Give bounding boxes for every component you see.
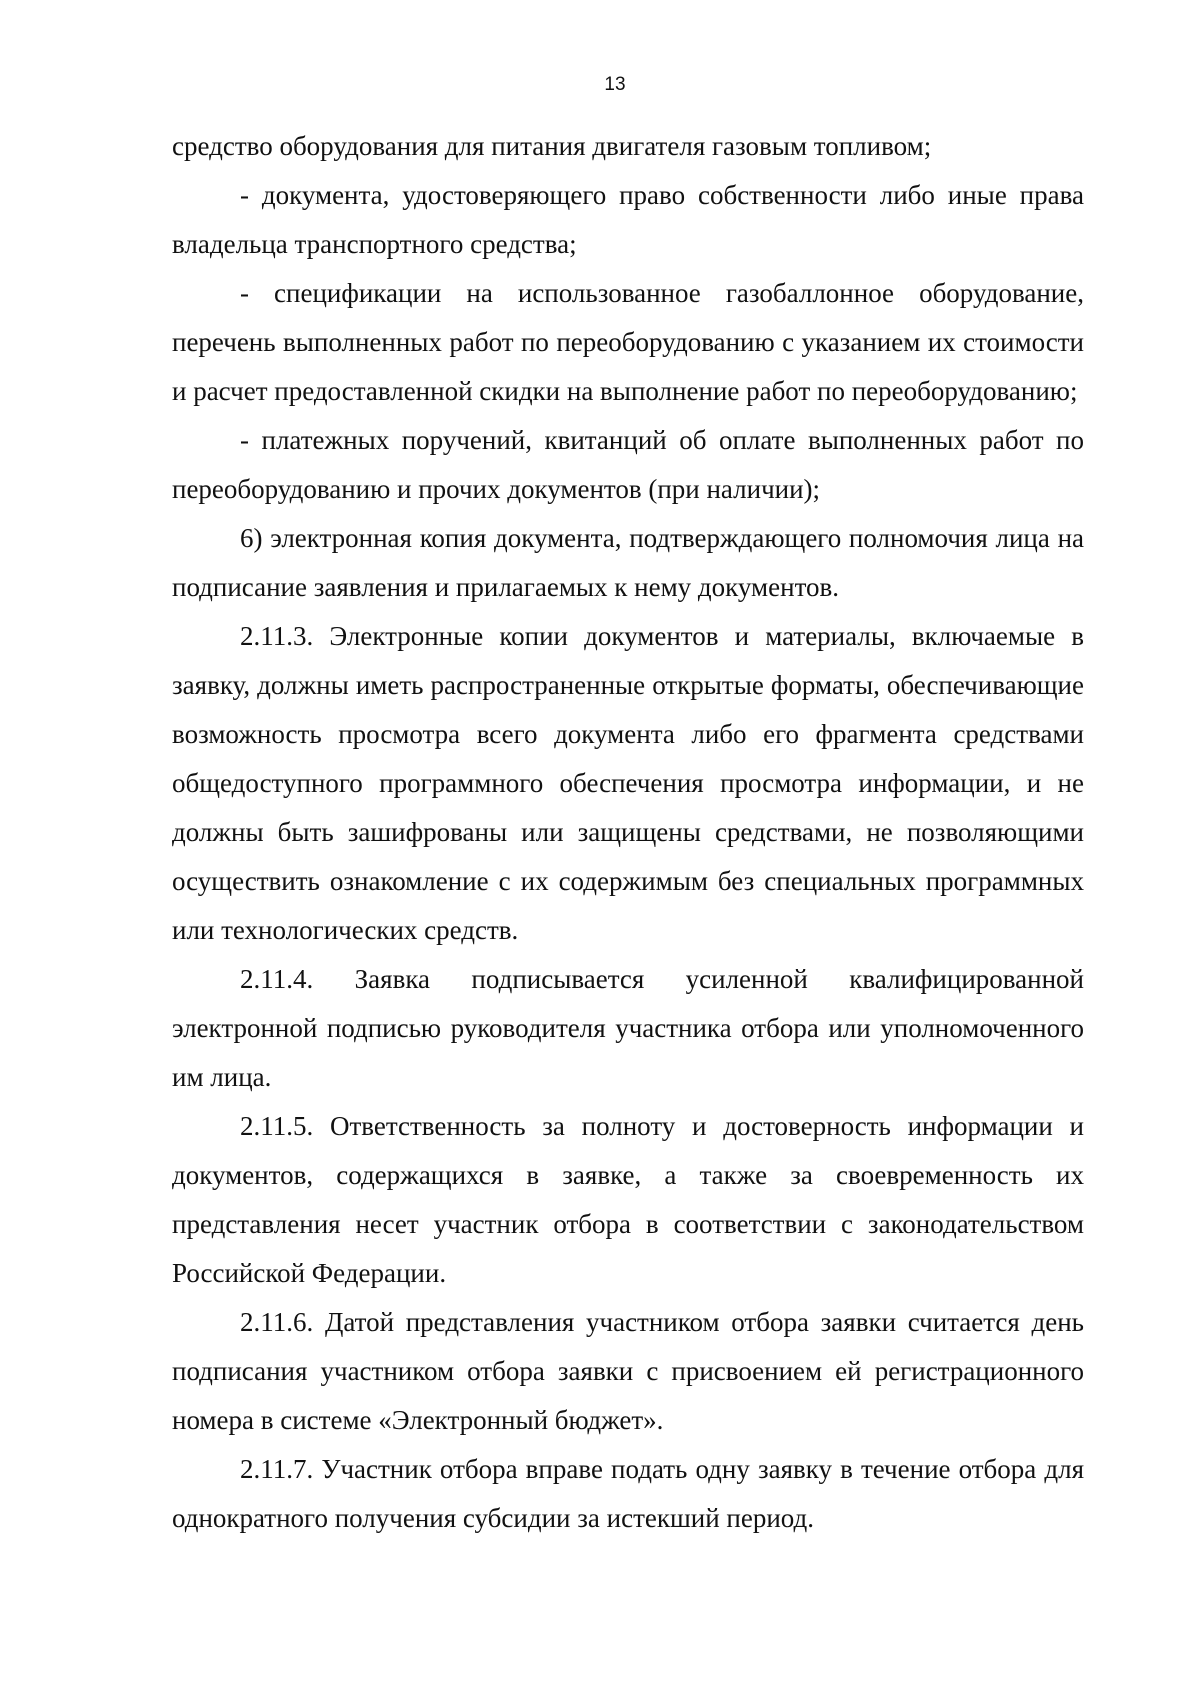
paragraph-item-6-authority: 6) электронная копия документа, подтверждающего полномочия лица на подписание заявления и прилагаемых к нему документов. <box>172 523 1084 602</box>
paragraph-2-11-3: 2.11.3. Электронные копии документов и материалы, включаемые в заявку, должны иметь распространенные открытые форматы, обеспечивающие возможность просмотра всего документа либо его фрагмента средствами общедоступного программного обеспечения просмотра информации, и не должны быть зашифрованы или защищены средствами, не позволяющими осуществить ознакомление с их содержимым без специальных программных или технологических средств. <box>172 621 1084 945</box>
paragraph-2-11-7: 2.11.7. Участник отбора вправе подать одну заявку в течение отбора для однократного получения субсидии за истекший период. <box>172 1454 1084 1533</box>
document-body <box>172 122 1084 1543</box>
paragraph-2-11-6: 2.11.6. Датой представления участником отбора заявки считается день подписания участником отбора заявки с присвоением ей регистрационного номера в системе «Электронный бюджет». <box>172 1307 1084 1435</box>
paragraph-ownership-document: - документа, удостоверяющего право собственности либо иные права владельца транспортного средства; <box>172 180 1084 259</box>
paragraph-2-11-5: 2.11.5. Ответственность за полноту и достоверность информации и документов, содержащихся в заявке, а также за своевременность их представления несет участник отбора в соответствии с законодательством Российской Федерации. <box>172 1111 1084 1288</box>
paragraph-payment-orders: - платежных поручений, квитанций об оплате выполненных работ по переоборудованию и прочих документов (при наличии); <box>172 425 1084 504</box>
paragraph-equipment-specification: - спецификации на использованное газобаллонное оборудование, перечень выполненных работ по переоборудованию с указанием их стоимости и расчет предоставленной скидки на выполнение работ по переоборудованию; <box>172 278 1084 406</box>
paragraph-2-11-4: 2.11.4. Заявка подписывается усиленной квалифицированной электронной подписью руководителя участника отбора или уполномоченного им лица. <box>172 964 1084 1092</box>
page-number: 13 <box>604 74 626 95</box>
paragraph-continuation: средство оборудования для питания двигателя газовым топливом; <box>172 131 932 161</box>
